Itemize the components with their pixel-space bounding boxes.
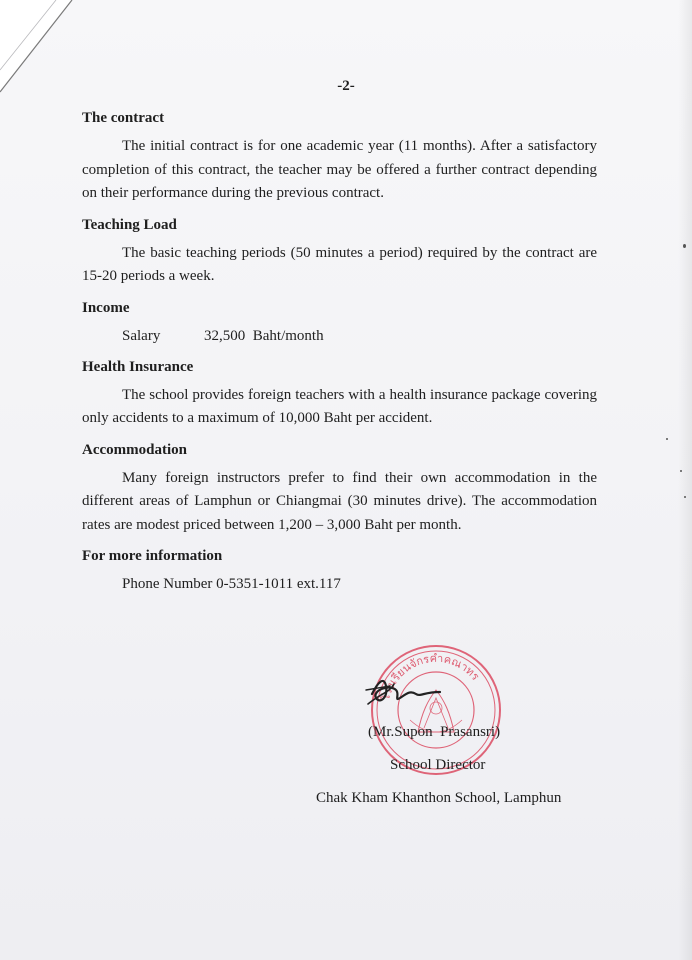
school-name: Chak Kham Khanthon School, Lamphun — [316, 790, 562, 806]
paper-speck — [680, 470, 682, 472]
health-insurance-paragraph: The school provides foreign teachers with a health insurance package covering only accidents to a maximum of 10,000 Baht per accident. — [82, 386, 597, 426]
page-number: -2- — [337, 78, 355, 94]
accommodation-heading: Accommodation — [82, 441, 187, 458]
handwritten-signature — [360, 664, 450, 714]
salary-row — [82, 325, 597, 348]
paper-speck — [666, 438, 668, 440]
signatory-title: School Director — [390, 757, 486, 773]
document-body — [82, 108, 597, 596]
accommodation-paragraph: Many foreign instructors prefer to find their own accommodation in the different areas of Lamphun or Chiangmai (30 minutes drive). The accommodation rates are modest priced between 1,200 – 3,000 Baht per month. — [82, 469, 597, 533]
stamp-text: โรงเรียนจักรคำคณาทร — [379, 651, 482, 702]
paper-speck — [683, 244, 686, 248]
signatory-name: (Mr.Supon Prasansri) — [368, 724, 501, 740]
teaching-load-heading: Teaching Load — [82, 216, 177, 233]
teaching-load-paragraph: The basic teaching periods (50 minutes a period) required by the contract are 15-20 periods a week. — [82, 244, 597, 284]
contract-heading: The contract — [82, 110, 165, 126]
income-heading: Income — [82, 299, 130, 316]
health-insurance-heading: Health Insurance — [82, 358, 194, 375]
salary-value: 32,500 Baht/month — [204, 327, 324, 344]
signature-block — [0, 640, 692, 820]
salary-label: Salary — [122, 327, 161, 344]
phone-number: Phone Number 0-5351-1011 ext.117 — [122, 576, 341, 592]
more-info-heading: For more information — [82, 548, 223, 564]
paper-speck — [684, 496, 686, 498]
contract-paragraph: The initial contract is for one academic year (11 months). After a satisfactory completion of this contract, the teacher may be offered a further contract depending on their performance during the previous contract. — [82, 138, 597, 201]
